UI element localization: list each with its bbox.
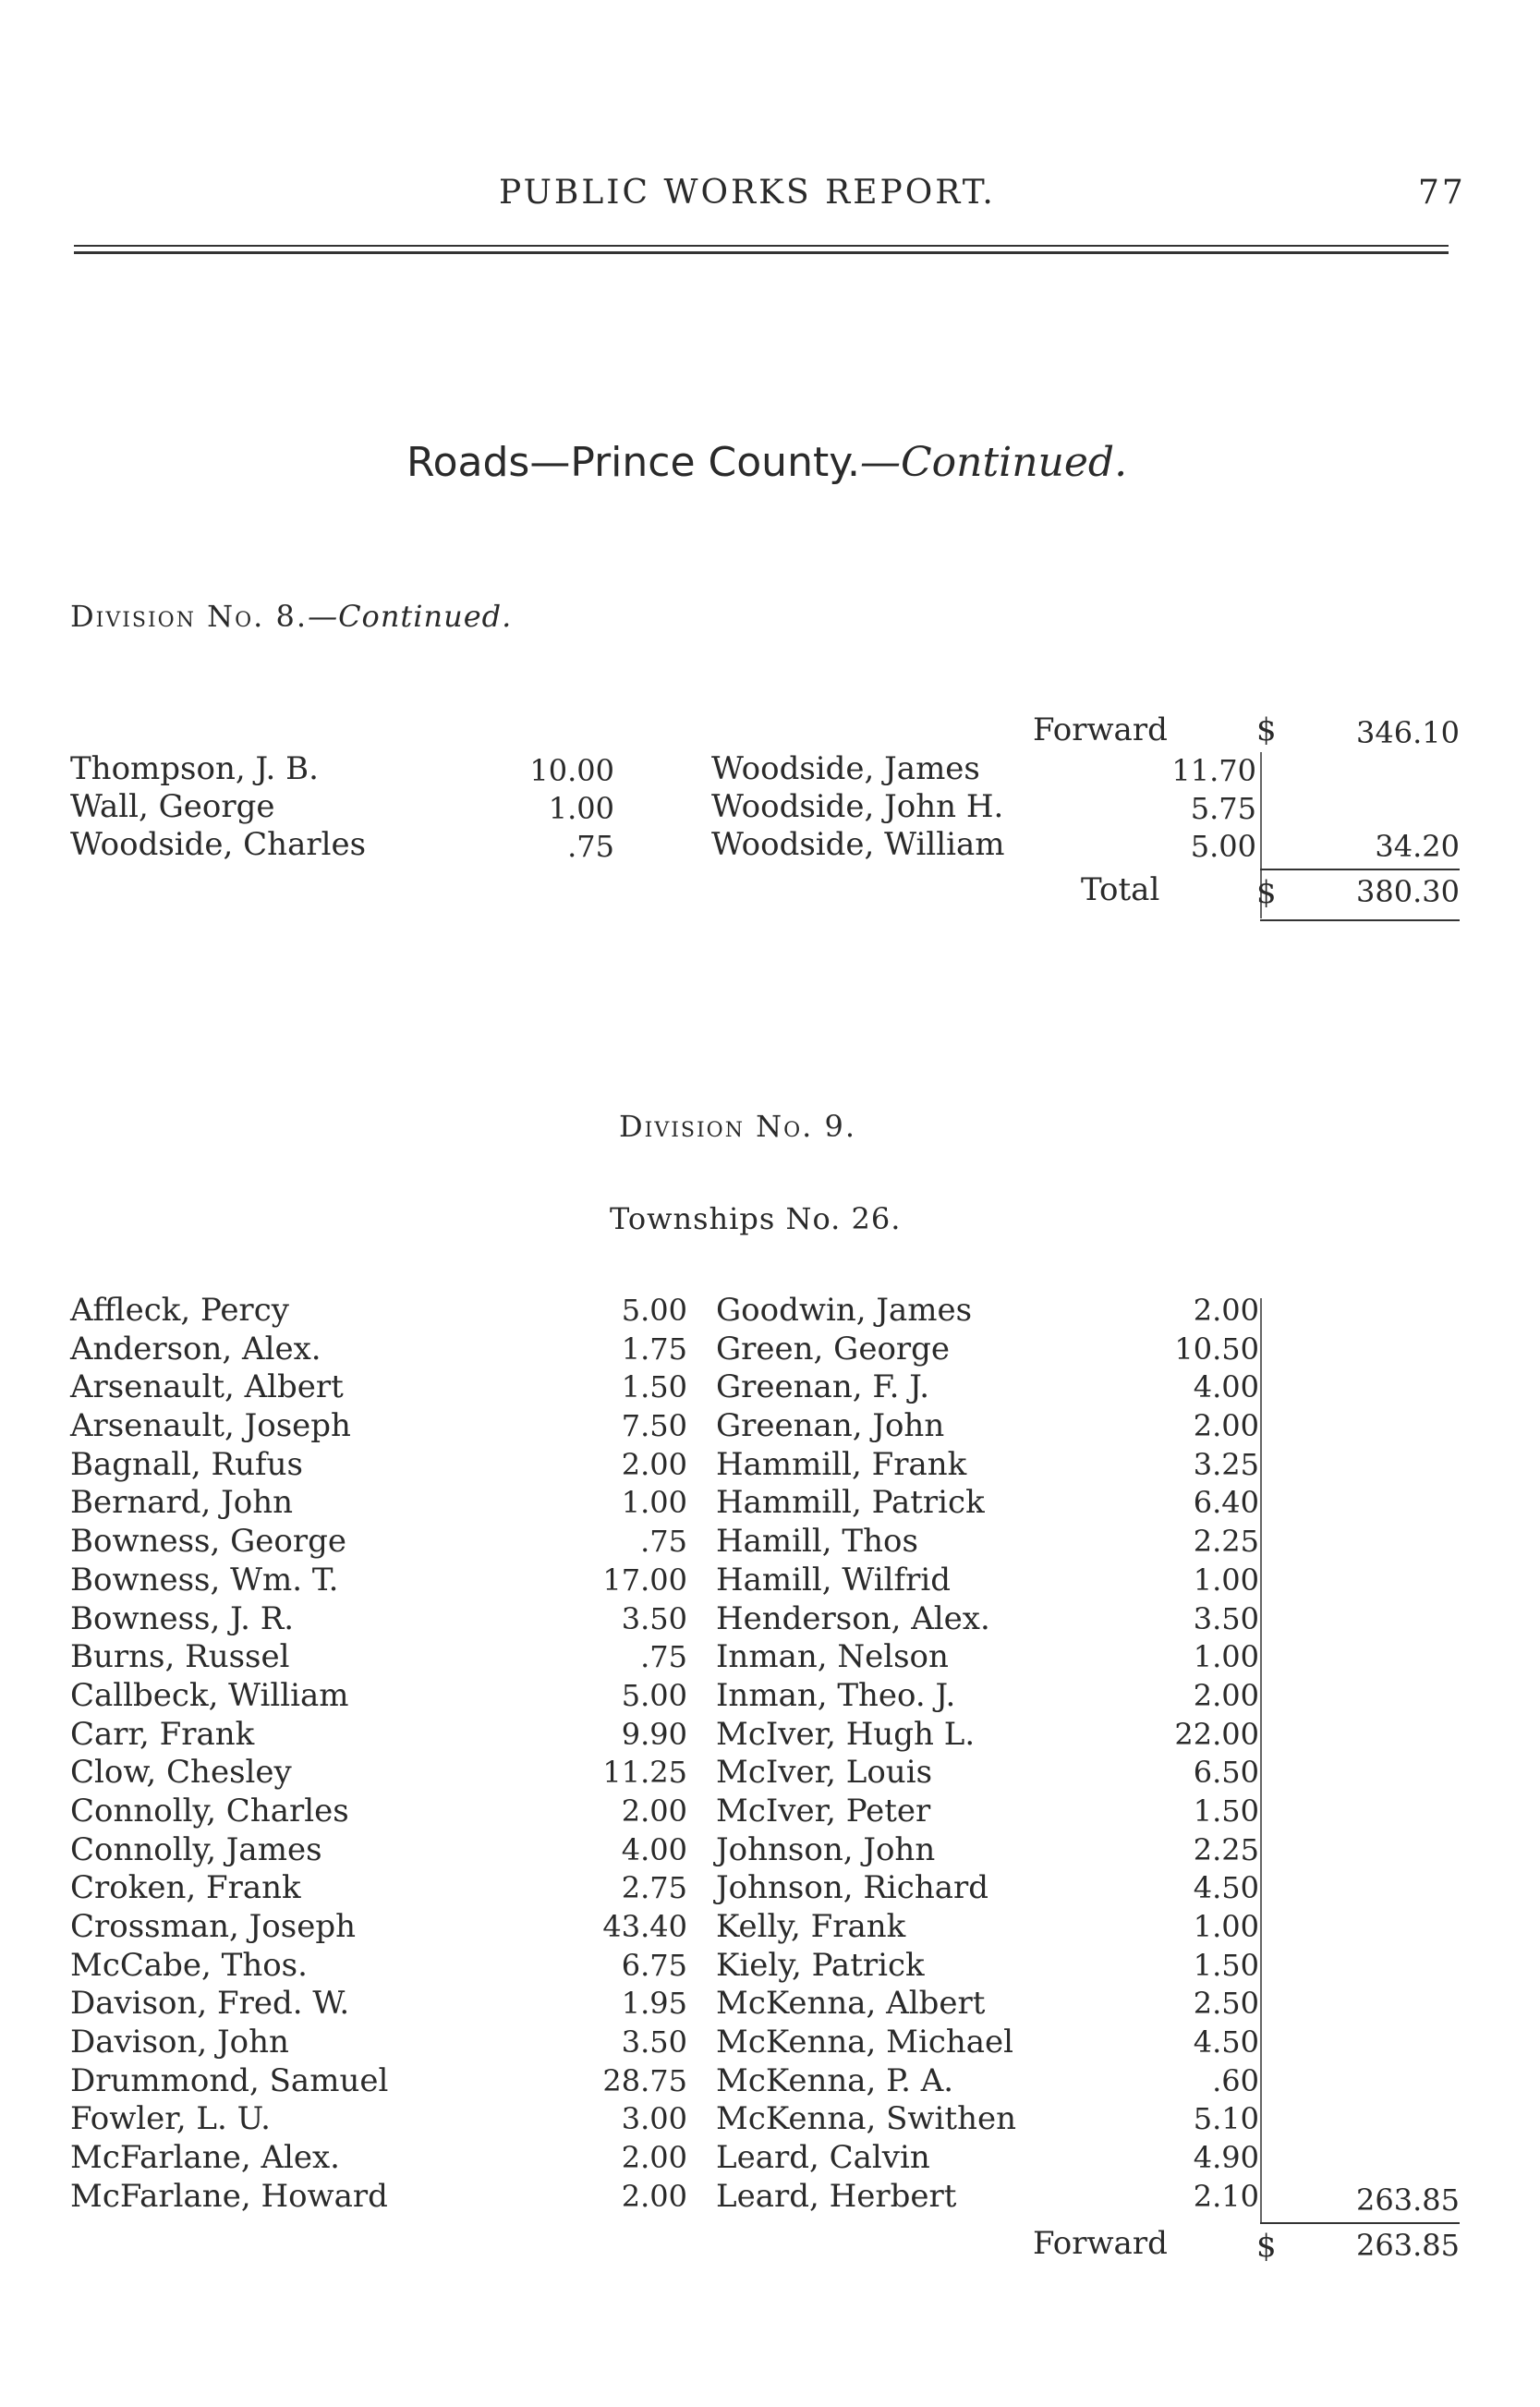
div9-right-row xyxy=(716,1331,1270,1369)
div9-left-row xyxy=(70,2178,698,2217)
div9-left-amount: 2.00 xyxy=(621,1446,687,1482)
div9-right-row xyxy=(716,2139,1270,2178)
div9-left-name: McCabe, Thos. xyxy=(70,1946,308,1984)
div8-forward-currency: $ xyxy=(1256,711,1277,748)
div9-left-amount: 5.00 xyxy=(621,1293,687,1328)
div9-right-amount: 2.25 xyxy=(1193,1524,1259,1560)
division9-heading: Division No. 9. xyxy=(619,1109,857,1144)
div9-left-name: Bowness, Wm. T. xyxy=(70,1561,339,1599)
division8-heading xyxy=(70,599,512,634)
div9-left-name: Davison, Fred. W. xyxy=(70,1985,350,2023)
div9-left-name: Croken, Frank xyxy=(70,1869,301,1907)
div8-total-amount: 380.30 xyxy=(1356,874,1460,909)
div9-left-amount: 3.50 xyxy=(621,2024,687,2061)
div9-right-amount: 4.90 xyxy=(1193,2140,1259,2176)
div9-left-row xyxy=(70,1985,698,2024)
div8-right-amount-2: 5.00 xyxy=(1190,829,1256,864)
div9-left-amount: 2.75 xyxy=(621,1870,687,1906)
div9-right-row xyxy=(716,1985,1270,2024)
section-title-main: Roads—Prince County. xyxy=(406,439,860,486)
header-rule-top xyxy=(74,245,1449,247)
div9-left-row xyxy=(70,2024,698,2062)
div9-left-row xyxy=(70,1600,698,1639)
div9-right-name: Leard, Calvin xyxy=(716,2139,930,2177)
div9-right-amount: 4.50 xyxy=(1193,1870,1259,1906)
div9-right-row xyxy=(716,1638,1270,1677)
div8-left-name-2: Woodside, Charles xyxy=(70,826,367,863)
div9-right-row xyxy=(716,1869,1270,1908)
div9-left-row xyxy=(70,2062,698,2101)
div9-right-row xyxy=(716,2062,1270,2101)
div9-left-row xyxy=(70,2100,698,2139)
div8-right-name-1: Woodside, John H. xyxy=(711,788,1004,825)
section-title xyxy=(406,439,1127,486)
div9-right-row xyxy=(716,1947,1270,1986)
div9-right-name: McKenna, Swithen xyxy=(716,2100,1016,2138)
div9-right-row xyxy=(716,1793,1270,1831)
div9-left-amount: 6.75 xyxy=(621,1947,687,1983)
div9-right-amount: 1.50 xyxy=(1193,1947,1259,1983)
div9-forward-amount: 263.85 xyxy=(1356,2228,1460,2263)
div9-left-row xyxy=(70,1484,698,1523)
div9-left-name: Arsenault, Joseph xyxy=(70,1407,351,1445)
div9-right-name: Hamill, Wilfrid xyxy=(716,1561,951,1599)
div8-right-amount-1: 5.75 xyxy=(1190,791,1256,826)
div9-right-amount: 6.50 xyxy=(1193,1755,1259,1791)
div8-left-name-0: Thompson, J. B. xyxy=(70,750,319,787)
div9-right-amount: 2.25 xyxy=(1193,1831,1259,1867)
div9-left-row xyxy=(70,1638,698,1677)
div8-left-amount-2: .75 xyxy=(567,829,614,864)
div9-right-name: McIver, Louis xyxy=(716,1754,933,1792)
div9-right-amount: 3.50 xyxy=(1193,1600,1259,1636)
div9-right-row xyxy=(716,1292,1270,1331)
div9-right-name: McIver, Peter xyxy=(716,1792,931,1830)
div9-right-row xyxy=(716,1754,1270,1793)
div8-forward-amount: 346.10 xyxy=(1356,715,1460,750)
div8-total-label: Total xyxy=(1081,871,1160,908)
div8-right-name-0: Woodside, James xyxy=(711,750,980,787)
div9-column-total: 263.85 xyxy=(1356,2182,1460,2218)
div9-right-name: Kelly, Frank xyxy=(716,1908,906,1945)
division9-subheading: Townships No. 26. xyxy=(610,1201,902,1236)
div9-left-name: Drummond, Samuel xyxy=(70,2061,389,2099)
div9-right-name: Henderson, Alex. xyxy=(716,1599,990,1637)
div9-right-name: McKenna, Michael xyxy=(716,2024,1014,2061)
div9-right-name: Kiely, Patrick xyxy=(716,1946,925,1984)
div9-right-amount: 1.00 xyxy=(1193,1639,1259,1675)
page-number: 77 xyxy=(1418,174,1466,212)
div9-right-name: Leard, Herbert xyxy=(716,2177,957,2215)
div9-left-amount: 1.95 xyxy=(621,1986,687,2022)
div9-left-name: Clow, Chesley xyxy=(70,1754,292,1792)
div9-left-row xyxy=(70,1947,698,1986)
div9-right-name: Hamill, Thos xyxy=(716,1523,918,1561)
div9-left-name: Davison, John xyxy=(70,2024,289,2061)
div9-right-amount: 2.00 xyxy=(1193,1408,1259,1444)
div9-left-amount: 4.00 xyxy=(621,1831,687,1867)
div8-right-amount-0: 11.70 xyxy=(1171,753,1256,788)
div9-right-row xyxy=(716,1677,1270,1716)
div9-left-row xyxy=(70,1793,698,1831)
div9-right-name: Greenan, John xyxy=(716,1407,945,1445)
div8-right-name-2: Woodside, William xyxy=(711,826,1005,863)
div9-left-amount: 9.90 xyxy=(621,1716,687,1752)
div9-right-row xyxy=(716,1600,1270,1639)
div9-right-row xyxy=(716,1562,1270,1600)
div9-left-row xyxy=(70,1677,698,1716)
div8-subtotal-rule xyxy=(1260,869,1460,870)
div9-left-amount: 11.25 xyxy=(602,1755,687,1791)
div9-left-name: Bernard, John xyxy=(70,1484,294,1522)
div9-left-row xyxy=(70,1869,698,1908)
div9-right-row xyxy=(716,1484,1270,1523)
div9-left-row xyxy=(70,1292,698,1331)
div9-right-name: Hammill, Frank xyxy=(716,1445,967,1483)
div9-left-name: Arsenault, Albert xyxy=(70,1368,344,1406)
div9-left-amount: 2.00 xyxy=(621,2178,687,2214)
div9-right-row xyxy=(716,2100,1270,2139)
div9-right-name: Goodwin, James xyxy=(716,1292,973,1329)
div9-total-rule xyxy=(1260,2222,1460,2224)
div9-left-row xyxy=(70,1716,698,1755)
div9-left-row xyxy=(70,1562,698,1600)
div9-left-name: Callbeck, William xyxy=(70,1676,349,1714)
div9-forward-label: Forward xyxy=(1033,2225,1168,2262)
div9-left-row xyxy=(70,1446,698,1485)
div9-left-name: Crossman, Joseph xyxy=(70,1908,356,1945)
div9-right-amount: 4.00 xyxy=(1193,1369,1259,1405)
div9-left-row xyxy=(70,1523,698,1562)
div9-left-row xyxy=(70,1331,698,1369)
division8-heading-continued: —Continued. xyxy=(308,599,513,634)
div9-left-name: McFarlane, Alex. xyxy=(70,2139,340,2177)
div9-left-name: Fowler, L. U. xyxy=(70,2100,271,2138)
div9-left-amount: 2.00 xyxy=(621,1793,687,1829)
div9-left-amount: 7.50 xyxy=(621,1408,687,1444)
div9-right-row xyxy=(716,1716,1270,1755)
div9-left-row xyxy=(70,1407,698,1446)
div8-left-amount-1: 1.00 xyxy=(548,791,614,826)
div9-right-row xyxy=(716,2178,1270,2217)
division8-heading-text: Division No. 8. xyxy=(70,599,309,634)
div9-left-row xyxy=(70,1368,698,1407)
div9-right-amount: 1.50 xyxy=(1193,1793,1259,1829)
div9-right-row xyxy=(716,1446,1270,1485)
div9-right-row xyxy=(716,1368,1270,1407)
div9-right-amount: 22.00 xyxy=(1174,1716,1259,1752)
div9-right-name: Johnson, Richard xyxy=(716,1869,989,1907)
div9-right-row xyxy=(716,2024,1270,2062)
div9-right-name: McKenna, P. A. xyxy=(716,2061,954,2099)
div9-right-amount: 2.00 xyxy=(1193,1677,1259,1713)
div8-forward-label: Forward xyxy=(1033,711,1168,748)
div9-left-name: Bowness, J. R. xyxy=(70,1599,295,1637)
div9-right-name: Johnson, John xyxy=(716,1830,936,1868)
div9-left-amount: 1.50 xyxy=(621,1369,687,1405)
div9-left-amount: 43.40 xyxy=(602,1909,687,1944)
div8-subtotal: 34.20 xyxy=(1375,829,1460,864)
div9-right-name: Hammill, Patrick xyxy=(716,1484,985,1522)
header-rule-bottom xyxy=(74,251,1449,254)
div9-left-amount: 17.00 xyxy=(602,1562,687,1598)
div9-right-amount: 3.25 xyxy=(1193,1446,1259,1482)
div9-left-name: Bagnall, Rufus xyxy=(70,1445,303,1483)
div9-left-name: Burns, Russel xyxy=(70,1638,290,1676)
div9-right-name: Inman, Nelson xyxy=(716,1638,949,1676)
div9-left-amount: 5.00 xyxy=(621,1677,687,1713)
running-title: PUBLIC WORKS REPORT. xyxy=(499,174,996,212)
div9-right-amount: 1.00 xyxy=(1193,1909,1259,1944)
div9-right-list xyxy=(716,1292,1270,2217)
div9-left-amount: 28.75 xyxy=(602,2062,687,2098)
div9-forward-currency: $ xyxy=(1256,2228,1277,2265)
div9-right-amount: 4.50 xyxy=(1193,2024,1259,2061)
div9-right-name: McIver, Hugh L. xyxy=(716,1715,976,1753)
div9-left-amount: 3.50 xyxy=(621,1600,687,1636)
div9-right-name: Greenan, F. J. xyxy=(716,1368,930,1406)
div9-left-name: Connolly, James xyxy=(70,1830,322,1868)
div9-left-name: Affleck, Percy xyxy=(70,1292,289,1329)
div9-left-row xyxy=(70,2139,698,2178)
div9-right-row xyxy=(716,1407,1270,1446)
div9-right-row xyxy=(716,1831,1270,1870)
div9-right-amount: 2.00 xyxy=(1193,1293,1259,1328)
div9-right-name: Inman, Theo. J. xyxy=(716,1676,956,1714)
div9-left-name: Bowness, George xyxy=(70,1523,346,1561)
div9-left-list xyxy=(70,1292,698,2217)
div9-left-row xyxy=(70,1754,698,1793)
div9-left-name: Anderson, Alex. xyxy=(70,1330,321,1368)
div9-left-row xyxy=(70,1908,698,1947)
div9-left-amount: 3.00 xyxy=(621,2101,687,2137)
div9-right-amount: 2.50 xyxy=(1193,1986,1259,2022)
div9-right-name: McKenna, Albert xyxy=(716,1985,986,2023)
div8-total-rule xyxy=(1260,919,1460,921)
div9-right-amount: 5.10 xyxy=(1193,2101,1259,2137)
div9-left-amount: 1.00 xyxy=(621,1485,687,1521)
div9-left-name: Connolly, Charles xyxy=(70,1792,349,1830)
div9-left-row xyxy=(70,1831,698,1870)
div9-right-amount: .60 xyxy=(1212,2062,1259,2098)
div8-left-name-1: Wall, George xyxy=(70,788,275,825)
section-title-continued: —Continued. xyxy=(859,439,1128,486)
div9-right-row xyxy=(716,1908,1270,1947)
div9-right-amount: 6.40 xyxy=(1193,1485,1259,1521)
div9-left-amount: 2.00 xyxy=(621,2140,687,2176)
div9-left-name: McFarlane, Howard xyxy=(70,2177,388,2215)
div9-column-divider xyxy=(1260,1298,1262,2222)
div9-left-amount: .75 xyxy=(640,1639,687,1675)
div8-left-amount-0: 10.00 xyxy=(529,753,614,788)
div9-right-name: Green, George xyxy=(716,1330,951,1368)
div8-total-currency: $ xyxy=(1256,874,1277,911)
div9-left-amount: 1.75 xyxy=(621,1331,687,1367)
div9-right-row xyxy=(716,1523,1270,1562)
div9-left-name: Carr, Frank xyxy=(70,1715,255,1753)
div9-right-amount: 10.50 xyxy=(1174,1331,1259,1367)
div9-right-amount: 2.10 xyxy=(1193,2178,1259,2214)
div9-right-amount: 1.00 xyxy=(1193,1562,1259,1598)
div9-left-amount: .75 xyxy=(640,1524,687,1560)
